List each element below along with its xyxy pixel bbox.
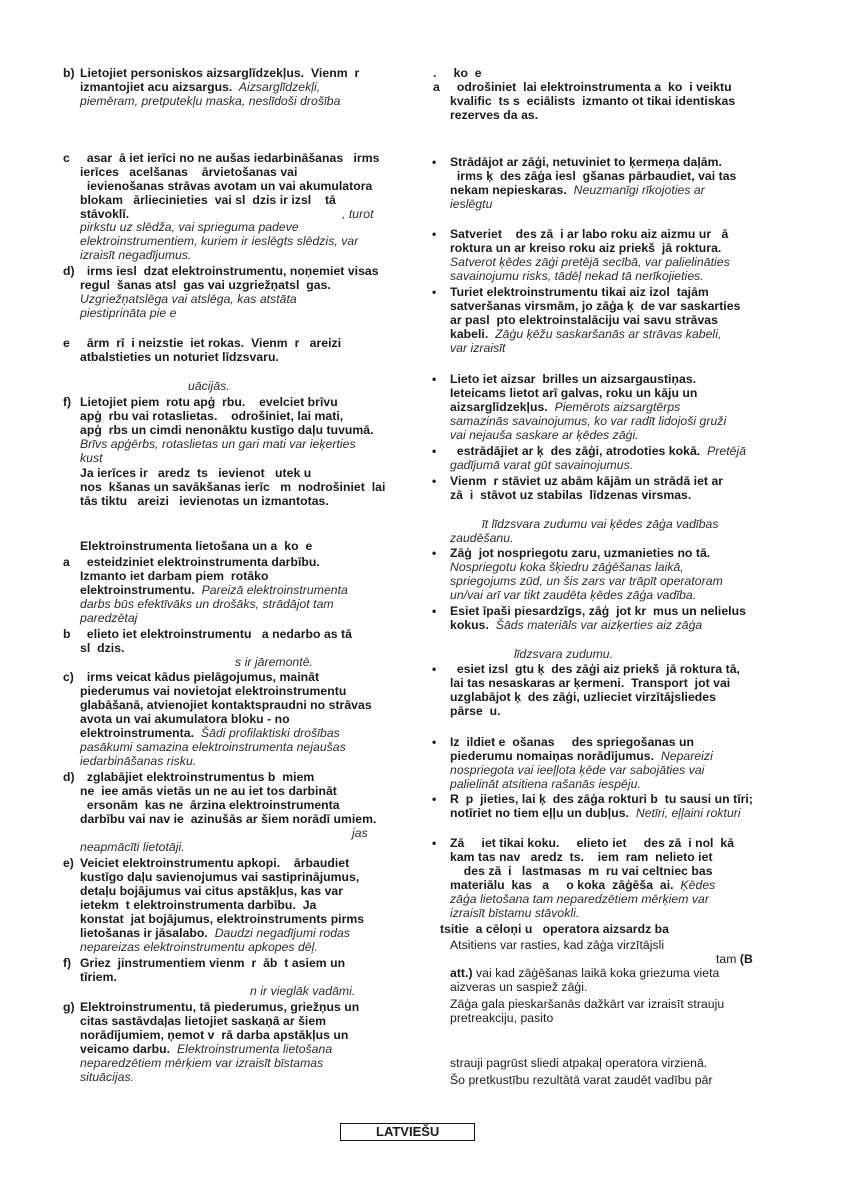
explanation-text: pirkstu uz slēdža, vai sprieguma padeve [80, 220, 299, 234]
explanation-text: situācijas. [80, 1070, 135, 1084]
instruction-text: Lieto iet aizsar brilles un aizsargaustiņas. [450, 372, 697, 386]
instruction-text: konstat jat bojājumus, elektroinstruments pirms [80, 912, 365, 926]
instruction-text: nos kšanas un savākšanas ierīc m nodrošiniet lai [80, 480, 386, 494]
instruction-text: piederumu nomaiņas norādījumus. Nepareizi [450, 749, 713, 763]
explanation-text: samazinās savainojumus, ko var radīt lidojoši gruži [450, 414, 727, 428]
instruction-text: esiet izsl gtu ķ des zāģi aiz priekš jā roktura tā, [450, 662, 740, 676]
explanation-text: vai nejauša saskare ar ķēdes zāģi. [450, 428, 639, 442]
explanation-text: jas [352, 826, 368, 840]
instruction-text: roktura un ar kreiso roku aiz priekš jā roktura. [450, 241, 722, 255]
instruction-text: ierīces acelšanas ārvietošanas vai [80, 165, 298, 179]
item-label: d) [63, 770, 75, 784]
instruction-text: ievienošanas strāvas avotam un vai akumulatora [80, 179, 373, 193]
instruction-text: Satveriet des zā i ar labo roku aiz aizmu ur ā [450, 227, 729, 241]
bullet-icon: • [432, 155, 437, 169]
explanation-text: darbs būs efektīvāks un drošāks, strādājot tam [80, 597, 334, 611]
instruction-text: kustīgo daļu savienojumus vai sastiprinājumus, [80, 870, 360, 884]
explanation-text: n ir vieglāk vadāmi. [250, 984, 356, 998]
item-label: e [63, 336, 70, 350]
instruction-text: izmantojiet acu aizsargus. Aizsarglīdzekļi, [80, 80, 321, 94]
item-label: f) [63, 956, 72, 970]
explanation-text: izraisīt negadījumus. [80, 248, 192, 262]
instruction-text: aizsarglīdzekļus. Piemērots aizsargtērps [450, 400, 681, 414]
instruction-text: Ja ierīces ir aredz ts ievienot utek u [80, 466, 312, 480]
explanation-text: kust [80, 451, 103, 465]
instruction-text: veicamo darbu. Elektroinstrumenta lietošana [80, 1042, 333, 1056]
explanation-text: elektroinstrumentiem, kuriem ir ieslēgts slēdzis, var [80, 234, 359, 248]
instruction-text: Ieteicams lietot arī galvas, roku un kāju un [450, 386, 698, 400]
instruction-text: glabāšanā, atvienojiet kontaktspraudni no strāvas [80, 698, 372, 712]
explanation-text: gadījumā varat gūt savainojumus. [450, 458, 634, 472]
explanation-text: zāģa lietošana tam neparedzētiem mērķiem var [450, 892, 709, 906]
instruction-text: pārse u. [450, 704, 501, 718]
instruction-text: atbalstieties un noturiet līdzsvaru. [80, 350, 279, 364]
instruction-text: materiālu kas a o koka zāģēša ai. Ķēdes [450, 878, 716, 892]
instruction-text: Vienm r stāviet uz abām kājām un strādā iet ar [450, 474, 724, 488]
instruction-text: apģ rbs un cimdi nenonāktu kustīgo daļu tuvumā. [80, 423, 374, 437]
instruction-text: irms ķ des zāģa iesl gšanas pārbaudiet, vai tas [450, 169, 737, 183]
instruction-text: R p jieties, lai ķ des zāģa rokturi b tu sausi un tīri; [450, 792, 753, 806]
instruction-text: darbību vai nav ie azinušās ar šiem norādī umiem. [80, 812, 377, 826]
bullet-icon: • [432, 474, 437, 488]
instruction-text: odrošiniet lai elektroinstrumenta a ko i veiktu [450, 80, 732, 94]
instruction-text: elektroinstrumentu. Pareizā elektroinstrumenta [80, 583, 348, 597]
instruction-text: estrādājiet ar ķ des zāģi, atrodoties kokā. Pretējā [450, 444, 747, 458]
explanation-text: pasākumi samazina elektroinstrumenta nejaušas [80, 740, 346, 754]
bullet-icon: • [432, 372, 437, 386]
instruction-text: avota un vai akumulatora bloku - no [80, 712, 290, 726]
instruction-text: rezerves da as. [450, 108, 539, 122]
item-label: d) [63, 264, 75, 278]
instruction-text: notīriet no tiem eļļu un dubļus. Netīri, eļļaini rokturi [450, 806, 741, 820]
instruction-text: kokus. Šāds materiāls var aizķerties aiz zāģa [450, 618, 703, 632]
instruction-text: irms veicat kādus pielāgojumus, maināt [80, 670, 320, 684]
instruction-text: ar pasl pto elektroinstalāciju vai savu strāvas [450, 313, 718, 327]
instruction-text: kabeli. Zāģu ķēžu saskaršanās ar strāvas kabeli, [450, 327, 722, 341]
instruction-text: ietekm t elektroinstrumenta darbību. Ja [80, 898, 317, 912]
instruction-text: tās tiktu areizi ievienotas un izmantotas. [80, 494, 329, 508]
explanation-text: iedarbināšanas risku. [80, 754, 197, 768]
instruction-text: zglabājiet elektroinstrumentus b miem [80, 770, 315, 784]
explanation-text: zaudēšanu. [450, 531, 514, 545]
item-label: a [433, 80, 440, 94]
bullet-icon: • [432, 792, 437, 806]
explanation-text: īt līdzsvara zudumu vai ķēdes zāģa vadības [482, 517, 719, 531]
body-text: Zāģa gala pieskaršanās dažkārt var izraisīt strauju [450, 997, 725, 1011]
item-label: c) [63, 670, 74, 684]
instruction-text: Iz ildiet e ošanas des spriegošanas un [450, 735, 694, 749]
instruction-text: Zāģ jot nospriegotu zaru, uzmanieties no tā. [450, 546, 711, 560]
instruction-text: Veiciet elektroinstrumentu apkopi. ārbaudiet [80, 856, 350, 870]
section-heading: tsitie a cēloņi u operatora aizsardz ba [440, 922, 669, 936]
instruction-text: citas sastāvdaļas lietojiet saskaņā ar šiem [80, 1014, 327, 1028]
instruction-text: zā i stāvot uz stabilas līdzenas virsmas. [450, 488, 692, 502]
body-text: Šo pretkustību rezultātā varat zaudēt vadību pār [450, 1073, 713, 1087]
instruction-text: kam tas nav aredz ts. iem ram nelieto iet [450, 850, 713, 864]
bullet-icon: • [432, 836, 437, 850]
instruction-text: satveršanas virsmām, jo zāģa ķ de var saskarties [450, 299, 741, 313]
explanation-text: izraisīt bīstamu stāvokli. [450, 906, 580, 920]
instruction-text: piederumus vai novietojat elektroinstrumentu [80, 684, 347, 698]
body-text: tam (B [716, 952, 753, 966]
bullet-icon: • [432, 546, 437, 560]
bullet-icon: • [432, 735, 437, 749]
explanation-text: piemēram, pretputekļu maska, neslīdoši drošība [80, 94, 341, 108]
instruction-text: stāvoklī. [80, 207, 130, 221]
instruction-text: elektroinstrumenta. Šādi profilaktiski drošības [80, 726, 340, 740]
instruction-text: Turiet elektroinstrumentu tikai aiz izol tajām [450, 285, 709, 299]
explanation-text: uācijās. [188, 379, 230, 393]
instruction-text: uzglabājot ķ des zāģi, uzlieciet virzītājsliedes [450, 690, 716, 704]
explanation-text: , turot [342, 207, 374, 221]
instruction-text: lietošanas ir jāsalabo. Daudzi negadījumi rodas [80, 926, 350, 940]
instruction-text: Esiet īpaši piesardzīgs, zāģ jot kr mus un nelielus [450, 604, 746, 618]
instruction-text: ersonām kas ne ārzina elektroinstrumenta [80, 798, 340, 812]
bullet-icon: • [432, 227, 437, 241]
instruction-text: esteidziniet elektroinstrumenta darbību. [80, 555, 320, 569]
instruction-text: Elektroinstrumentu, tā piederumus, griežņus un [80, 1000, 360, 1014]
section-heading: . ko e [433, 66, 482, 80]
section-heading: Elektroinstrumenta lietošana un a ko e [80, 539, 313, 553]
instruction-text: Griez jinstrumentiem vienm r āb t asiem un [80, 956, 346, 970]
instruction-text: irms iesl dzat elektroinstrumentu, noņemiet visas [80, 264, 379, 278]
explanation-text: var izraisīt [450, 341, 506, 355]
explanation-text: palielināt atsitiena rašanās iespēju. [450, 777, 641, 791]
body-text: strauji pagrūst sliedi atpakaļ operatora virzienā. [450, 1056, 708, 1070]
instruction-text: norādījumiem, ņemot v rā darba apstākļus un [80, 1028, 349, 1042]
instruction-text: asar ā iet ierīci no ne aušas iedarbināšanas irms [80, 151, 380, 165]
instruction-text: tīriem. [80, 970, 117, 984]
explanation-text: Uzgriežņatslēga vai atslēga, kas atstāta [80, 292, 297, 306]
item-label: f) [63, 395, 72, 409]
instruction-text: Strādājot ar zāģi, netuviniet to ķermeņa daļām. [450, 155, 722, 169]
instruction-text: Lietojiet piem rotu apģ rbu. evelciet brīvu [80, 395, 338, 409]
item-label: b) [63, 66, 75, 80]
item-label: e) [63, 856, 74, 870]
instruction-text: regul šanas atsl gas vai uzgriežņatsl gas. [80, 278, 331, 292]
explanation-text: Satverot ķēdes zāģi pretējā secībā, var palielināties [450, 255, 730, 269]
explanation-text: un/vai arī var tikt zaudēta ķēdes zāģa vadība. [450, 588, 697, 602]
explanation-text: Brīvs apģērbs, rotaslietas un gari mati var ieķerties [80, 437, 356, 451]
explanation-text: Nospriegotu koka šķiedru zāģēšanas laikā, [450, 560, 684, 574]
instruction-text: detaļu bojājumus vai citus apstākļus, kas var [80, 884, 344, 898]
instruction-text: elieto iet elektroinstrumentu a nedarbo as tā [80, 627, 352, 641]
item-label: a [63, 555, 70, 569]
instruction-text: sl dzis. [80, 641, 125, 655]
instruction-text: des zā i lastmasas m ru vai celtniec bas [450, 864, 713, 878]
instruction-text: lai tas nesaskaras ar ķermeni. Transport jot vai [450, 676, 731, 690]
explanation-text: spriegojums zūd, un šis zars var trāpīt operatoram [450, 574, 723, 588]
bullet-icon: • [432, 285, 437, 299]
explanation-text: savainojumu risks, tādēļ nekad tā nerīkojieties. [450, 269, 704, 283]
instruction-text: apģ rbu vai rotaslietas. odrošiniet, lai mati, [80, 409, 344, 423]
bullet-icon: • [432, 444, 437, 458]
explanation-text: s ir jāremontē. [235, 655, 313, 669]
instruction-text: nekam nepieskaras. Neuzmanīgi rīkojoties ar [450, 183, 705, 197]
instruction-text: Lietojiet personiskos aizsarglīdzekļus. Vienm r [80, 66, 360, 80]
explanation-text: ieslēgtu [450, 197, 493, 211]
explanation-text: neparedzētiem mērķiem var izraisīt bīstamas [80, 1056, 324, 1070]
item-label: b [63, 627, 71, 641]
explanation-text: paredzētaj [80, 611, 138, 625]
item-label: c [63, 151, 70, 165]
explanation-text: līdzsvara zudumu. [514, 647, 614, 661]
instruction-text: ne iee amās vietās un ne au iet tos darbināt [80, 784, 337, 798]
body-text: att.) vai kad zāģēšanas laikā koka griezuma vieta [450, 966, 720, 980]
bullet-icon: • [432, 662, 437, 676]
instruction-text: blokam ārliecinieties vai sl dzis ir izsl tā [80, 193, 336, 207]
body-text: aizveras un saspiež zāģi. [450, 980, 588, 994]
explanation-text: piestiprināta pie e [80, 306, 177, 320]
body-text: pretreakciju, pasito [450, 1011, 554, 1025]
item-label: g) [63, 1000, 75, 1014]
language-footer-box [340, 1123, 475, 1141]
instruction-text: Zā iet tikai koku. elieto iet des zā i nol kā [450, 836, 735, 850]
instruction-text: ārm rī i neizstie iet rokas. Vienm r areizi [80, 336, 342, 350]
language-label: LATVIEŠU [376, 1124, 440, 1139]
explanation-text: nepareizas elektroinstrumentu apkopes dēļ. [80, 940, 318, 954]
bullet-icon: • [432, 604, 437, 618]
instruction-text: kvalific ts s eciālists izmanto ot tikai identiskas [450, 94, 736, 108]
body-text: Atsitiens var rasties, kad zāģa virzītājsli [450, 938, 665, 952]
instruction-text: Izmanto iet darbam piem rotāko [80, 569, 269, 583]
explanation-text: nospriegota vai ieeļļota ķēde var sabojāties vai [450, 763, 705, 777]
explanation-text: neapmācīti lietotāji. [80, 840, 185, 854]
